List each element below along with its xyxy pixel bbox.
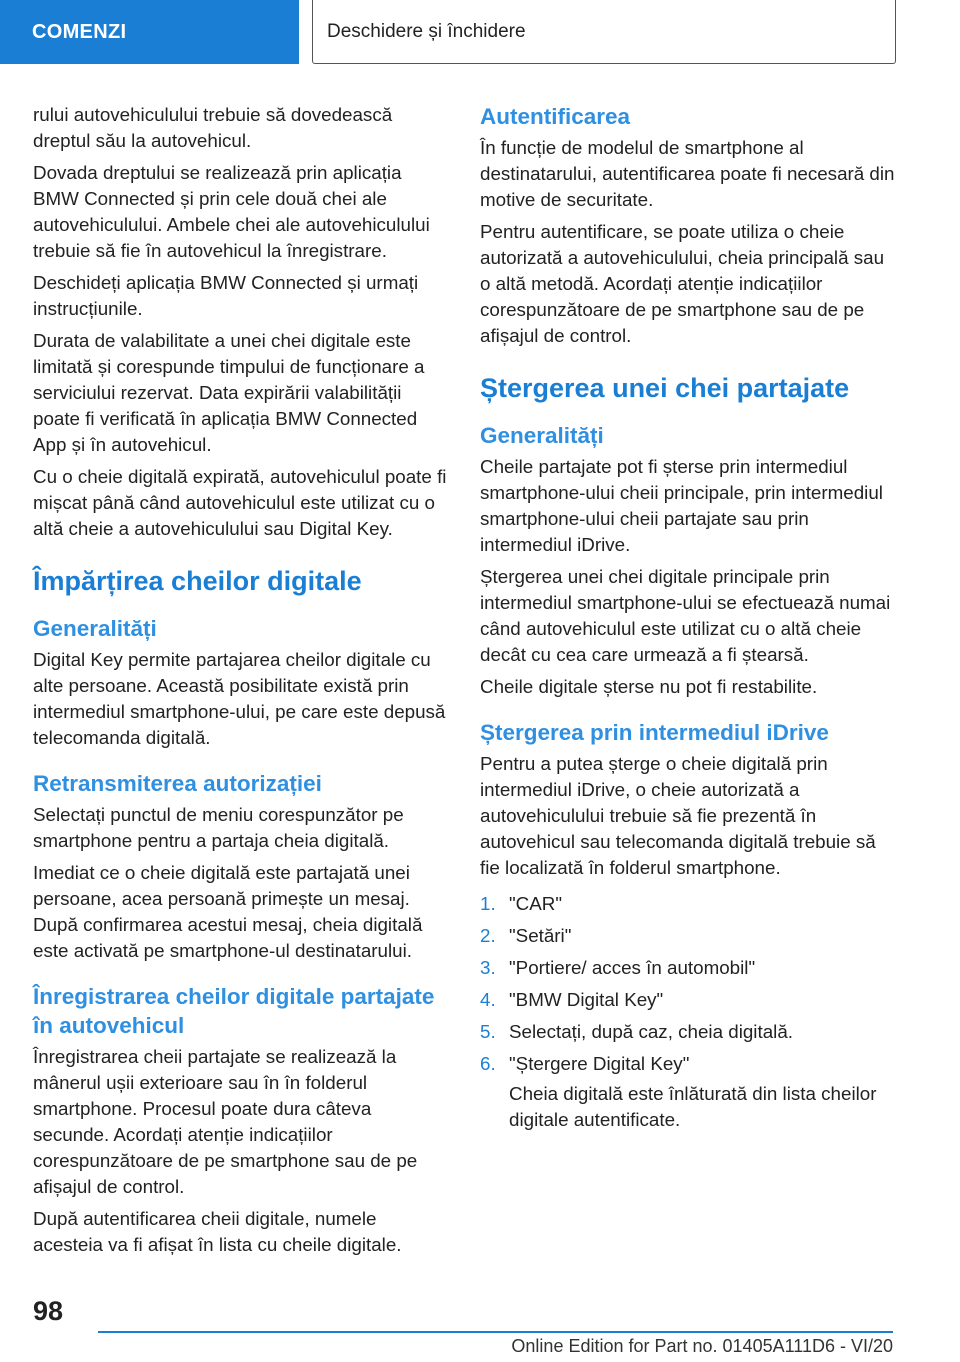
paragraph: Înregistrarea cheii partajate se realizează la mânerul ușii exterioare sau în în folderul smartphone. Procesul poate dura câteva secunde. Acordați atenție indicațiilor corespunzătoare de pe smartphone sau de pe afișajul de control.	[33, 1046, 418, 1197]
left-column	[33, 102, 451, 1264]
paragraph: Cu o cheie digitală expirată, autovehiculul poate fi mișcat până când autovehiculul este utilizat cu o altă cheie a autovehiculului sau Digital Key.	[33, 466, 447, 539]
footer-edition: Online Edition for Part no. 01405A111D6 - VI/20	[511, 1336, 893, 1356]
step-item	[480, 955, 898, 981]
subheading-authentication: Autentificarea	[480, 104, 631, 129]
paragraph: Cheile partajate pot fi șterse prin intermediul smartphone-ului cheii principale, prin intermediul smartphone-ului cheii partajate sau prin intermediul iDrive.	[480, 456, 883, 555]
chapter-tab: COMENZI	[0, 0, 299, 64]
subheading-delete-idrive: Ștergerea prin intermediul iDrive	[480, 720, 829, 745]
step-text: "BMW Digital Key"	[509, 989, 664, 1010]
step-item	[480, 1019, 898, 1045]
step-text: "Portiere/ acces în automobil"	[509, 957, 756, 978]
paragraph: Pentru a putea șterge o cheie digitală prin intermediul iDrive, o cheie autorizată a autovehiculului trebuie să fie prezentă în autovehicul sau telecomanda digitală trebuie să fie localizată în folderul smartphone.	[480, 753, 876, 878]
step-number: 4.	[480, 989, 496, 1010]
step-number: 3.	[480, 957, 496, 978]
paragraph: După autentificarea cheii digitale, numele acesteia va fi afișat în lista cu cheile digitale.	[33, 1208, 402, 1255]
paragraph: Digital Key permite partajarea cheilor digitale cu alte persoane. Această posibilitate există prin intermediul smartphone-ului, pe care este depusă telecomanda digitală.	[33, 649, 446, 748]
section-title: Deschidere și închidere	[312, 0, 896, 64]
step-result: Cheia digitală este înlăturată din lista cheilor digitale autentificate.	[509, 1083, 877, 1130]
subheading-register-keys: Înregistrarea cheilor digitale partajate în autovehicul	[33, 984, 435, 1038]
steps-list	[480, 891, 898, 1077]
paragraph: Cheile digitale șterse nu pot fi restabilite.	[480, 676, 818, 697]
step-number: 5.	[480, 1021, 496, 1042]
paragraph: Ștergerea unei chei digitale principale prin intermediul smartphone-ului se efectuează numai când autovehiculul este utilizat cu o altă cheie decât cu cea care urmează a fi ștearsă.	[480, 566, 891, 665]
step-text: "Ștergere Digital Key"	[509, 1053, 690, 1074]
subheading-forward-authorization: Retransmiterea autorizației	[33, 771, 322, 796]
paragraph: Selectați punctul de meniu corespunzător pe smartphone pentru a partaja cheia digitală.	[33, 804, 404, 851]
paragraph: Imediat ce o cheie digitală este partajată unei persoane, acea persoană primește un mesaj. După confirmarea acestui mesaj, cheia digitală este activată pe smartphone-ul destinatarului.	[33, 862, 423, 961]
footer-divider	[98, 1331, 893, 1333]
step-number: 1.	[480, 893, 496, 914]
step-item	[480, 1051, 898, 1077]
step-text: Selectați, după caz, cheia digitală.	[509, 1021, 793, 1042]
paragraph: Pentru autentificare, se poate utiliza o cheie autorizată a autovehiculului, cheia principală sau o altă metodă. Acordați atenție indicațiilor corespunzătoare de pe smartphone sau de pe afișajul de control.	[480, 221, 885, 346]
paragraph: Deschideți aplicația BMW Connected și urmați instrucțiunile.	[33, 272, 419, 319]
right-column	[480, 102, 898, 1139]
paragraph: În funcție de modelul de smartphone al destinatarului, autentificarea poate fi necesară din motive de securitate.	[480, 137, 895, 210]
step-item	[480, 923, 898, 949]
subheading-general: Generalități	[33, 616, 157, 641]
page-number: 98	[33, 1296, 64, 1326]
step-text: "Setări"	[509, 925, 572, 946]
paragraph: Durata de valabilitate a unei chei digitale este limitată și corespunde timpului de funcționare a serviciului rezervat. Data expirării valabilității poate fi verificată în aplicația BMW Connected App și în autovehicul.	[33, 330, 425, 455]
step-number: 2.	[480, 925, 496, 946]
heading-sharing-keys: Împărțirea cheilor digitale	[33, 566, 362, 596]
paragraph: Dovada dreptului se realizează prin aplicația BMW Connected și prin cele două chei ale autovehiculului. Ambele chei ale autovehiculului trebuie să fie în autovehicul la înregistrare.	[33, 162, 430, 261]
paragraph: rului autovehiculului trebuie să dovedească dreptul său la autovehicul.	[33, 104, 393, 151]
step-number: 6.	[480, 1053, 496, 1074]
subheading-general: Generalități	[480, 423, 604, 448]
heading-delete-shared-key: Ștergerea unei chei partajate	[480, 373, 850, 403]
step-item	[480, 987, 898, 1013]
step-text: "CAR"	[509, 893, 562, 914]
step-item	[480, 891, 898, 917]
